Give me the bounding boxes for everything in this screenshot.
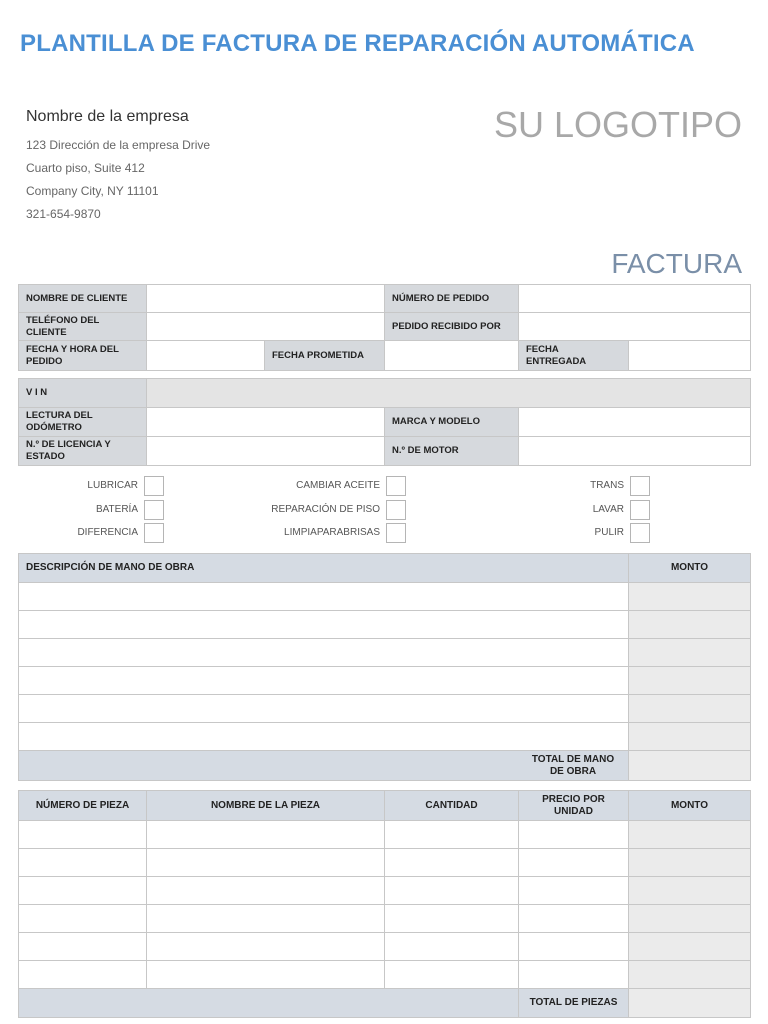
- service-floor-repair: [258, 500, 408, 520]
- service-wash-checkbox[interactable]: [630, 500, 650, 520]
- client-phone-field[interactable]: [147, 313, 385, 341]
- company-city: Company City, NY 11101: [26, 184, 159, 198]
- service-trans: [518, 476, 652, 496]
- license-label: N.º DE LICENCIA Y ESTADO: [19, 437, 147, 466]
- part-number-header: NÚMERO DE PIEZA: [19, 791, 147, 821]
- engine-label: N.º DE MOTOR: [385, 437, 519, 466]
- quantity-cell[interactable]: [385, 905, 519, 933]
- labor-description-cell[interactable]: [19, 695, 629, 723]
- labor-amount-cell[interactable]: [629, 583, 751, 611]
- quantity-cell[interactable]: [385, 961, 519, 989]
- service-oil-change: [258, 476, 408, 496]
- labor-amount-cell[interactable]: [629, 723, 751, 751]
- order-number-label: NÚMERO DE PEDIDO: [385, 285, 519, 313]
- vin-label: V I N: [19, 379, 147, 408]
- service-wipers: [258, 523, 408, 543]
- company-address-2: Cuarto piso, Suite 412: [26, 161, 145, 175]
- part-number-cell[interactable]: [19, 905, 147, 933]
- part-number-cell[interactable]: [19, 821, 147, 849]
- part-name-cell[interactable]: [147, 821, 385, 849]
- quantity-cell[interactable]: [385, 933, 519, 961]
- promised-date-field[interactable]: [385, 341, 519, 371]
- parts-total-spacer: [19, 989, 519, 1018]
- part-name-cell[interactable]: [147, 933, 385, 961]
- service-polish: [518, 523, 652, 543]
- parts-total-field[interactable]: [629, 989, 751, 1018]
- service-floor-repair-checkbox[interactable]: [386, 500, 406, 520]
- order-datetime-label: FECHA Y HORA DEL PEDIDO: [19, 341, 147, 371]
- client-name-field[interactable]: [147, 285, 385, 313]
- labor-amount-cell[interactable]: [629, 695, 751, 723]
- parts-amount-header: MONTO: [629, 791, 751, 821]
- company-name: Nombre de la empresa: [26, 108, 189, 125]
- parts-amount-cell[interactable]: [629, 821, 751, 849]
- service-wipers-checkbox[interactable]: [386, 523, 406, 543]
- labor-description-cell[interactable]: [19, 639, 629, 667]
- service-trans-checkbox[interactable]: [630, 476, 650, 496]
- promised-date-label: FECHA PROMETIDA: [265, 341, 385, 371]
- company-address-1: 123 Dirección de la empresa Drive: [26, 138, 211, 152]
- logo-placeholder: SU LOGOTIPO: [493, 104, 742, 145]
- part-number-cell[interactable]: [19, 933, 147, 961]
- labor-amount-cell[interactable]: [629, 639, 751, 667]
- service-wash-label: LAVAR: [592, 504, 624, 515]
- service-checklist: [18, 476, 750, 546]
- service-battery-label: BATERÍA: [95, 504, 138, 515]
- delivered-date-label: FECHA ENTREGADA: [519, 341, 629, 371]
- vin-field[interactable]: [147, 379, 751, 408]
- delivered-date-field[interactable]: [629, 341, 751, 371]
- labor-description-cell[interactable]: [19, 611, 629, 639]
- odometer-field[interactable]: [147, 408, 385, 437]
- odometer-label: LECTURA DEL ODÓMETRO: [19, 408, 147, 437]
- unit-price-cell[interactable]: [519, 877, 629, 905]
- unit-price-header: PRECIO POR UNIDAD: [519, 791, 629, 821]
- part-name-cell[interactable]: [147, 961, 385, 989]
- service-wipers-label: LIMPIAPARABRISAS: [284, 527, 380, 538]
- make-model-label: MARCA Y MODELO: [385, 408, 519, 437]
- labor-total-label: TOTAL DE MANO DE OBRA: [531, 753, 615, 777]
- service-floor-repair-label: REPARACIÓN DE PISO: [271, 504, 380, 515]
- make-model-field[interactable]: [519, 408, 751, 437]
- order-number-field[interactable]: [519, 285, 751, 313]
- service-lubricate-checkbox[interactable]: [144, 476, 164, 496]
- service-differential-label: DIFERENCIA: [77, 527, 138, 538]
- invoice-heading: FACTURA: [611, 248, 742, 279]
- engine-field[interactable]: [519, 437, 751, 466]
- service-differential: [18, 523, 166, 543]
- part-name-cell[interactable]: [147, 905, 385, 933]
- labor-total-field[interactable]: [629, 751, 751, 781]
- order-info-table: [18, 284, 751, 371]
- parts-amount-cell[interactable]: [629, 877, 751, 905]
- unit-price-cell[interactable]: [519, 821, 629, 849]
- quantity-cell[interactable]: [385, 821, 519, 849]
- parts-amount-cell[interactable]: [629, 933, 751, 961]
- license-field[interactable]: [147, 437, 385, 466]
- quantity-cell[interactable]: [385, 849, 519, 877]
- part-name-cell[interactable]: [147, 877, 385, 905]
- parts-amount-cell[interactable]: [629, 961, 751, 989]
- unit-price-cell[interactable]: [519, 905, 629, 933]
- labor-description-header: DESCRIPCIÓN DE MANO DE OBRA: [19, 554, 629, 583]
- parts-total-label: TOTAL DE PIEZAS: [519, 989, 629, 1018]
- service-battery-checkbox[interactable]: [144, 500, 164, 520]
- order-datetime-field[interactable]: [147, 341, 265, 371]
- labor-table: [18, 553, 751, 781]
- part-name-header: NOMBRE DE LA PIEZA: [147, 791, 385, 821]
- parts-amount-cell[interactable]: [629, 849, 751, 877]
- service-trans-label: TRANS: [590, 480, 624, 491]
- labor-description-cell[interactable]: [19, 583, 629, 611]
- company-phone: 321-654-9870: [26, 207, 101, 221]
- service-polish-label: PULIR: [594, 527, 624, 538]
- received-by-label: PEDIDO RECIBIDO POR: [385, 313, 519, 341]
- labor-amount-cell[interactable]: [629, 667, 751, 695]
- labor-description-cell[interactable]: [19, 667, 629, 695]
- part-number-cell[interactable]: [19, 961, 147, 989]
- client-name-label: NOMBRE DE CLIENTE: [19, 285, 147, 313]
- quantity-cell[interactable]: [385, 877, 519, 905]
- service-lubricate-label: LUBRICAR: [87, 480, 138, 491]
- client-phone-label: TELÉFONO DEL CLIENTE: [19, 313, 147, 341]
- parts-amount-cell[interactable]: [629, 905, 751, 933]
- service-differential-checkbox[interactable]: [144, 523, 164, 543]
- service-polish-checkbox[interactable]: [630, 523, 650, 543]
- service-oil-change-checkbox[interactable]: [386, 476, 406, 496]
- vehicle-info-table: [18, 378, 751, 466]
- part-number-cell[interactable]: [19, 877, 147, 905]
- labor-amount-cell[interactable]: [629, 611, 751, 639]
- unit-price-cell[interactable]: [519, 961, 629, 989]
- labor-description-cell[interactable]: [19, 723, 629, 751]
- service-lubricate: [18, 476, 166, 496]
- part-number-cell[interactable]: [19, 849, 147, 877]
- company-info: [26, 108, 210, 226]
- service-oil-change-label: CAMBIAR ACEITE: [296, 480, 380, 491]
- unit-price-cell[interactable]: [519, 849, 629, 877]
- labor-amount-header: MONTO: [629, 554, 751, 583]
- unit-price-cell[interactable]: [519, 933, 629, 961]
- service-battery: [18, 500, 166, 520]
- service-wash: [518, 500, 652, 520]
- labor-total-label-cell: [19, 751, 629, 781]
- parts-table: [18, 790, 751, 1018]
- part-name-cell[interactable]: [147, 849, 385, 877]
- quantity-header: CANTIDAD: [385, 791, 519, 821]
- page-title: PLANTILLA DE FACTURA DE REPARACIÓN AUTOMÁTICA: [20, 30, 695, 57]
- received-by-field[interactable]: [519, 313, 751, 341]
